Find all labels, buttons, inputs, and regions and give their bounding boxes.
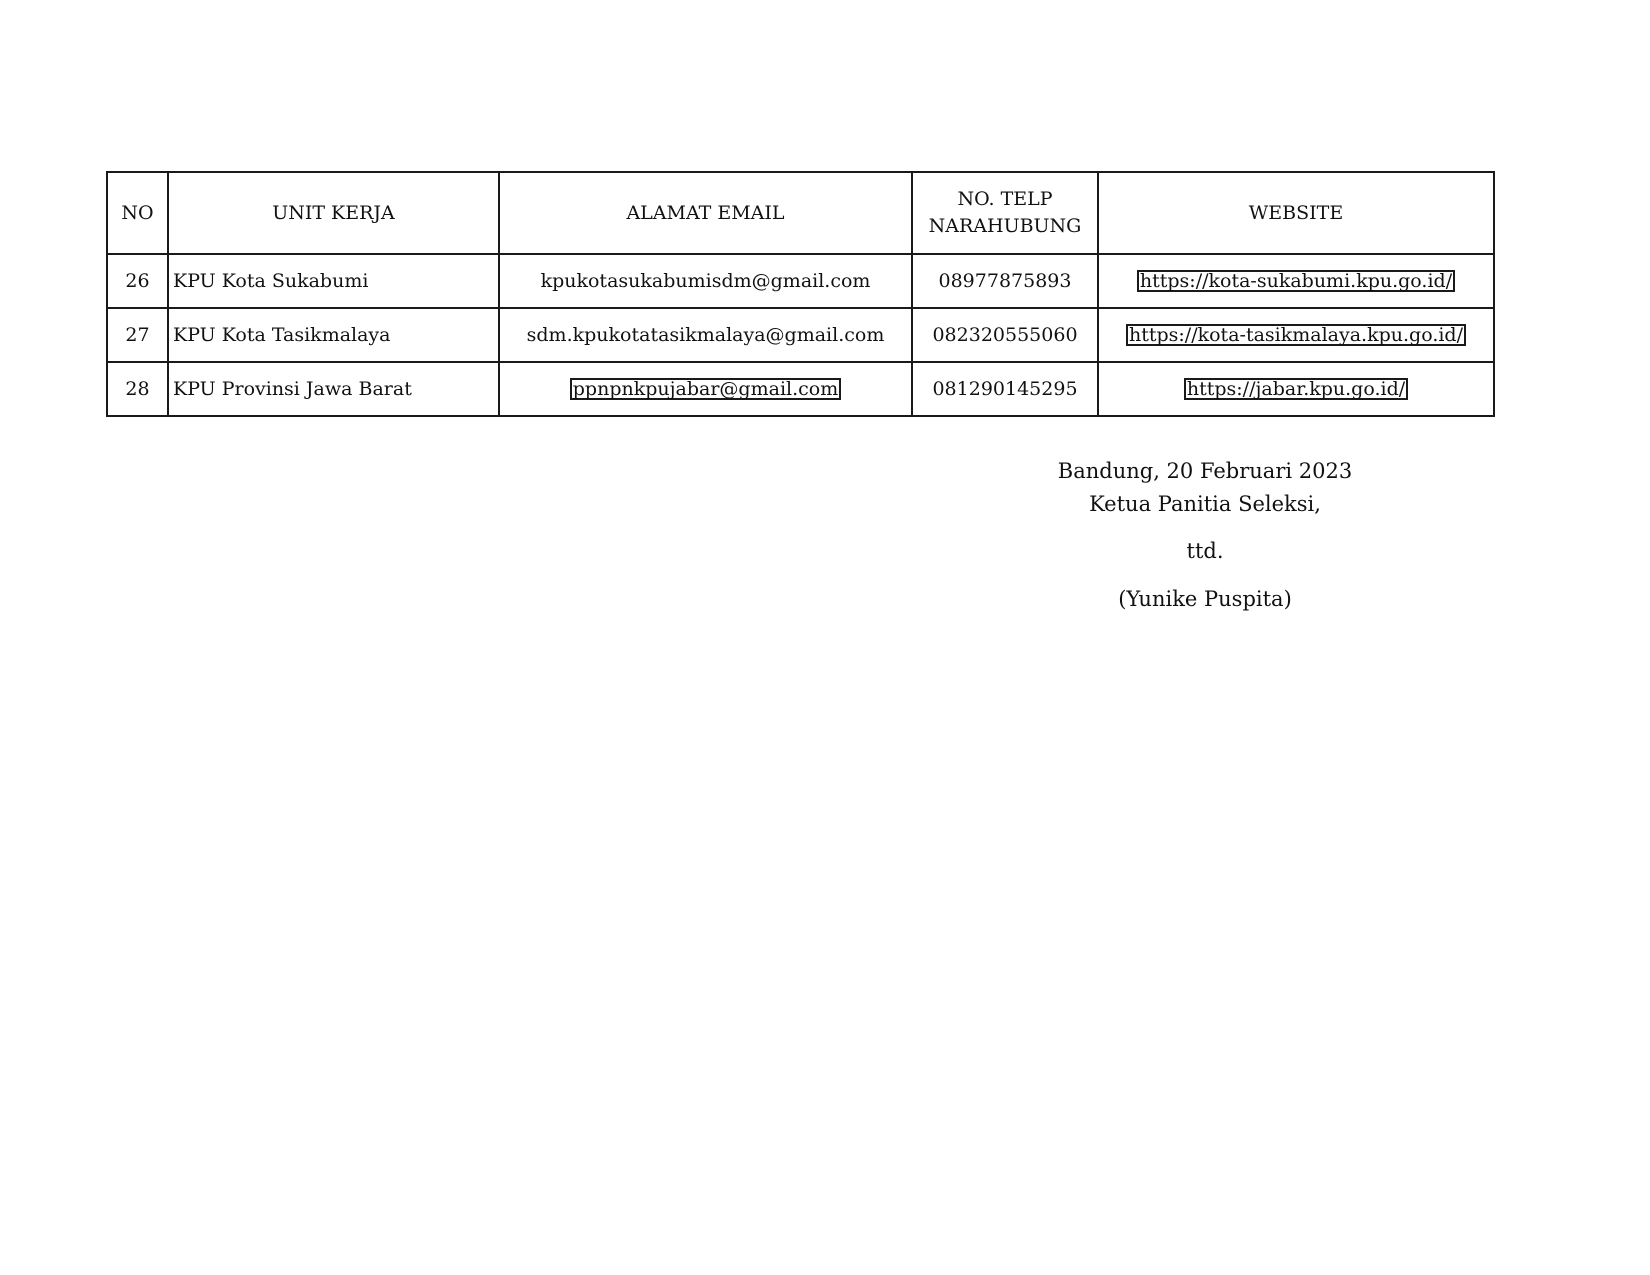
row-phone: 082320555060 <box>912 308 1098 362</box>
header-no: NO <box>107 172 168 254</box>
table-row <box>107 254 1494 308</box>
signature-ttd: ttd. <box>1186 539 1224 563</box>
row-phone: 08977875893 <box>912 254 1098 308</box>
row-website-cell <box>1098 362 1494 416</box>
header-no-telp-line2: NARAHUBUNG <box>928 215 1082 237</box>
signature-place-date: Bandung, 20 Februari 2023 <box>1057 459 1353 483</box>
row-no: 28 <box>107 362 168 416</box>
email-link[interactable]: ppnpnkpujabar@gmail.com <box>570 378 841 400</box>
header-no-telp-line1: NO. TELP <box>957 188 1053 210</box>
header-no-telp <box>912 172 1098 254</box>
row-email: sdm.kpukotatasikmalaya@gmail.com <box>499 308 912 362</box>
row-website-cell <box>1098 254 1494 308</box>
row-no: 27 <box>107 308 168 362</box>
signature-block <box>1020 455 1390 616</box>
header-alamat-email: ALAMAT EMAIL <box>499 172 912 254</box>
table-row <box>107 308 1494 362</box>
row-unit-kerja: KPU Kota Tasikmalaya <box>168 308 499 362</box>
signature-name: (Yunike Puspita) <box>1118 587 1292 611</box>
row-website-cell <box>1098 308 1494 362</box>
row-phone: 081290145295 <box>912 362 1098 416</box>
row-email-cell <box>499 362 912 416</box>
row-email: kpukotasukabumisdm@gmail.com <box>499 254 912 308</box>
signature-position: Ketua Panitia Seleksi, <box>1089 492 1321 516</box>
website-link[interactable]: https://jabar.kpu.go.id/ <box>1184 378 1408 400</box>
contact-table <box>106 171 1495 417</box>
header-unit-kerja: UNIT KERJA <box>168 172 499 254</box>
table-row <box>107 362 1494 416</box>
website-link[interactable]: https://kota-tasikmalaya.kpu.go.id/ <box>1126 324 1466 346</box>
website-link[interactable]: https://kota-sukabumi.kpu.go.id/ <box>1137 270 1455 292</box>
row-unit-kerja: KPU Provinsi Jawa Barat <box>168 362 499 416</box>
header-website: WEBSITE <box>1098 172 1494 254</box>
table-header-row <box>107 172 1494 254</box>
row-no: 26 <box>107 254 168 308</box>
row-unit-kerja: KPU Kota Sukabumi <box>168 254 499 308</box>
